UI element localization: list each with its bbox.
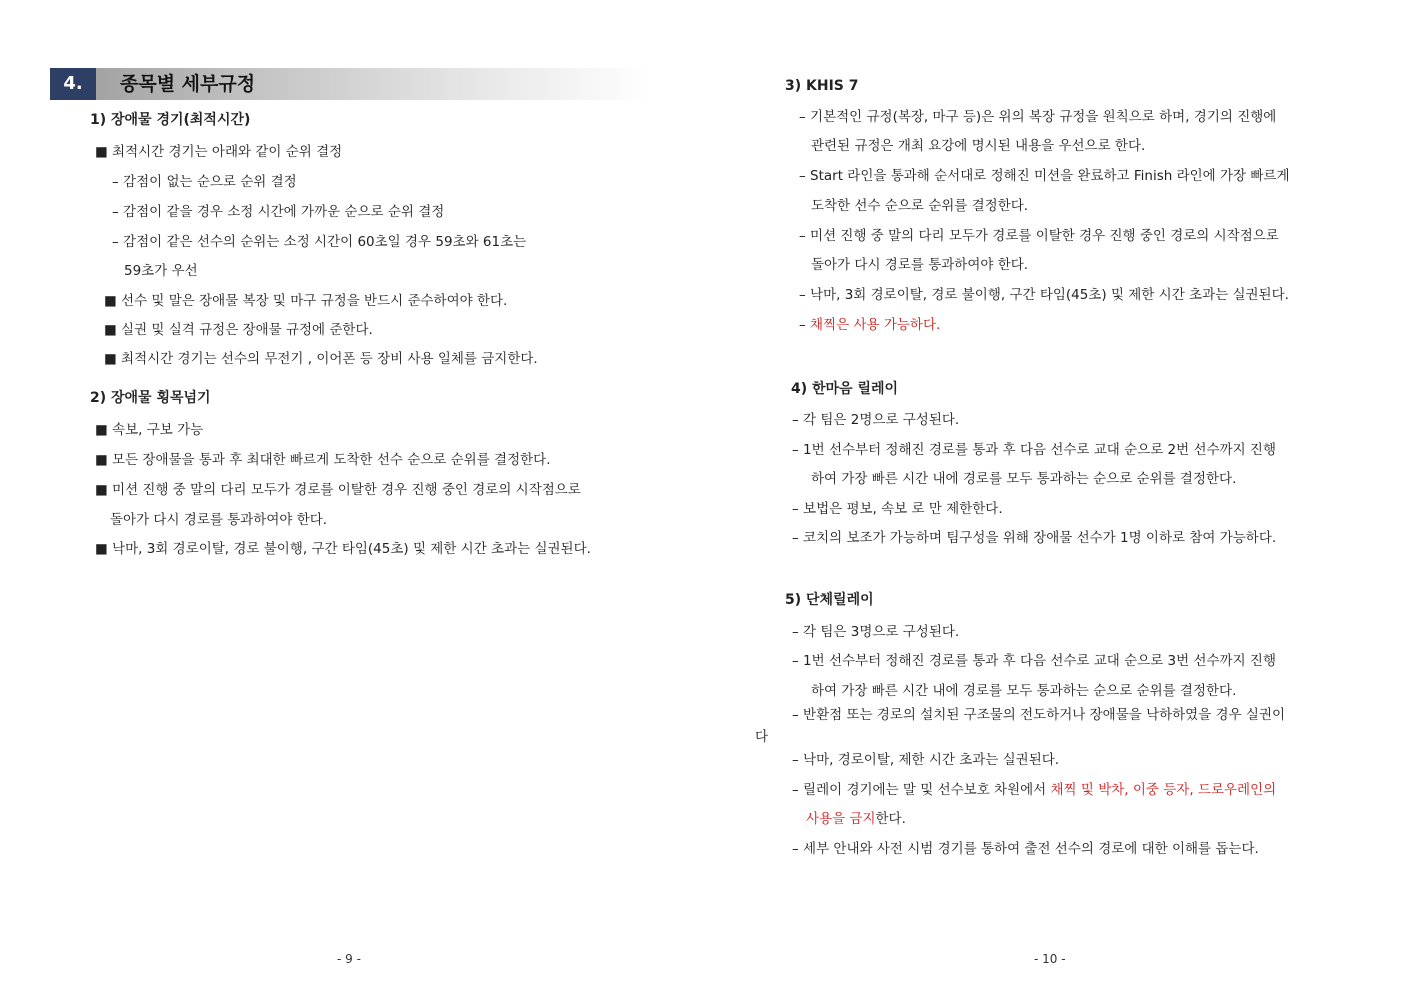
- section-title: 종목별 세부규정: [120, 73, 256, 95]
- bullet-item: ■ 최적시간 경기는 선수의 무전기 , 이어폰 등 장비 사용 일체를 금지한다.: [104, 351, 538, 367]
- dash-item: – 반환점 또는 경로의 설치된 구조물의 전도하거나 장애물을 낙하하였을 경우 실권이: [792, 707, 1286, 723]
- plain-text: 한다.: [875, 811, 906, 827]
- subsection-heading: 5) 단체릴레이: [785, 592, 874, 608]
- dash-item: [792, 780, 1276, 800]
- dash-item: – 보법은 평보, 속보 로 만 제한한다.: [792, 501, 1003, 517]
- dash-item: – 각 팀은 3명으로 구성된다.: [792, 624, 960, 640]
- bullet-item: ■ 최적시간 경기는 아래와 같이 순위 결정: [95, 144, 343, 160]
- subsection-heading: 1) 장애물 경기(최적시간): [90, 112, 251, 128]
- plain-text: – 릴레이 경기에는 말 및 선수보호 차원에서: [792, 782, 1051, 798]
- dash-item: – 감점이 같을 경우 소정 시간에 가까운 순으로 순위 결정: [112, 204, 445, 220]
- dash-item: – 각 팀은 2명으로 구성된다.: [792, 412, 960, 428]
- highlighted-text: 사용을 금지: [806, 811, 876, 827]
- dash-item-continued: 관련된 규정은 개최 요강에 명시된 내용을 우선으로 한다.: [811, 138, 1146, 154]
- highlighted-text: 채찍 및 박차, 이중 등자, 드로우레인의: [1050, 782, 1277, 798]
- dash-item: – 세부 안내와 사전 시범 경기를 통하여 출전 선수의 경로에 대한 이해를 돕는다.: [792, 841, 1259, 857]
- dash-item: – 1번 선수부터 정해진 경로를 통과 후 다음 선수로 교대 순으로 2번 선수까지 진행: [792, 442, 1276, 458]
- dash-item: [799, 315, 940, 335]
- highlighted-text: 채찍은 사용 가능하다.: [810, 317, 941, 333]
- bullet-item: ■ 낙마, 3회 경로이탈, 경로 불이행, 구간 타임(45초) 및 제한 시간 초과는 실권된다.: [95, 541, 591, 557]
- bullet-item-continued: 돌아가 다시 경로를 통과하여야 한다.: [110, 512, 328, 528]
- right-page: [701, 0, 1403, 992]
- dash-item: – 낙마, 3회 경로이탈, 경로 불이행, 구간 타임(45초) 및 제한 시간 초과는 실권된다.: [799, 287, 1289, 303]
- dash-item: – 미션 진행 중 말의 다리 모두가 경로를 이탈한 경우 진행 중인 경로의 시작점으로: [799, 228, 1279, 244]
- dash-item: – 1번 선수부터 정해진 경로를 통과 후 다음 선수로 교대 순으로 3번 선수까지 진행: [792, 653, 1276, 669]
- page-number: - 10 -: [1034, 952, 1066, 966]
- subsection-heading: 3) KHIS 7: [785, 78, 859, 94]
- section-header: [50, 68, 650, 100]
- dash-item-continued: 도착한 선수 순으로 순위를 결정한다.: [811, 198, 1029, 214]
- dash-item: – 낙마, 경로이탈, 제한 시간 초과는 실권된다.: [792, 752, 1060, 768]
- bullet-item: ■ 선수 및 말은 장애물 복장 및 마구 규정을 반드시 준수하여야 한다.: [104, 293, 508, 309]
- page-number: - 9 -: [337, 952, 361, 966]
- dash-item-continued: 돌아가 다시 경로를 통과하여야 한다.: [811, 257, 1029, 273]
- dash-item-continued: 다: [755, 729, 769, 745]
- bullet-item: ■ 속보, 구보 가능: [95, 422, 204, 438]
- dash-item: – 감점이 같은 선수의 순위는 소정 시간이 60초일 경우 59초와 61초는: [112, 234, 527, 250]
- dash-item-continued: 하여 가장 빠른 시간 내에 경로를 모두 통과하는 순으로 순위를 결정한다.: [811, 683, 1237, 699]
- subsection-heading: 4) 한마음 릴레이: [791, 381, 899, 397]
- left-page: [0, 0, 700, 992]
- bullet-item: ■ 미션 진행 중 말의 다리 모두가 경로를 이탈한 경우 진행 중인 경로의 시작점으로: [95, 482, 581, 498]
- dash-item-continued: 하여 가장 빠른 시간 내에 경로를 모두 통과하는 순으로 순위를 결정한다.: [811, 471, 1237, 487]
- dash-item: – 코치의 보조가 가능하며 팀구성을 위해 장애물 선수가 1명 이하로 참여 가능하다.: [792, 530, 1277, 546]
- bullet-item: ■ 실권 및 실격 규정은 장애물 규정에 준한다.: [104, 322, 373, 338]
- dash-item-continued: 59초가 우선: [124, 263, 198, 279]
- dash-item: – Start 라인을 통과해 순서대로 정해진 미션을 완료하고 Finish 라인에 가장 빠르게: [799, 168, 1290, 184]
- dash-item: – 기본적인 규정(복장, 마구 등)은 위의 복장 규정을 원칙으로 하며, 경기의 진행에: [799, 109, 1277, 125]
- section-number: 4.: [50, 68, 96, 100]
- dash-marker: –: [799, 317, 811, 333]
- subsection-heading: 2) 장애물 횡목넘기: [90, 390, 211, 406]
- dash-item: – 감점이 없는 순으로 순위 결정: [112, 174, 297, 190]
- bullet-item: ■ 모든 장애물을 통과 후 최대한 빠르게 도착한 선수 순으로 순위를 결정한다.: [95, 452, 551, 468]
- dash-item-continued: [806, 809, 906, 829]
